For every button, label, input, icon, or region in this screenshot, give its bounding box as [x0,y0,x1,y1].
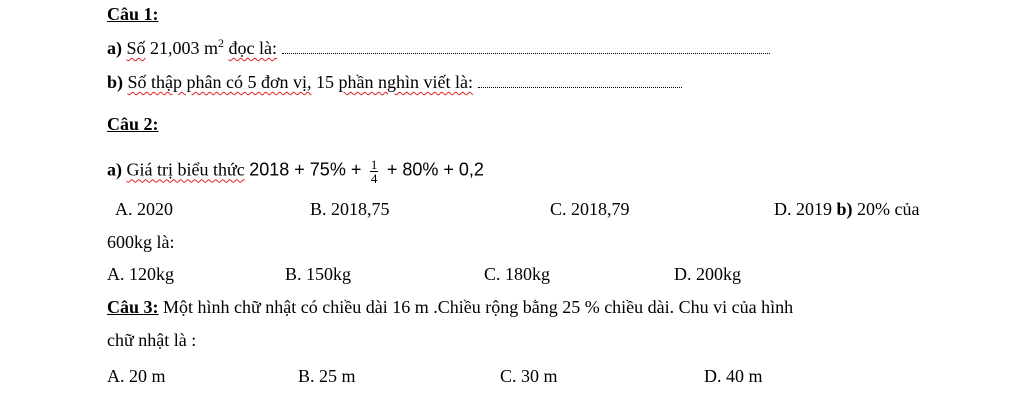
q3-option-c: C. 30 m [500,366,558,386]
q3-text: Một hình chữ nhật có chiều dài 16 m .Chiều rộng bằng 25 % chiều dài. Chu vi của hình [163,297,794,317]
q1-b-label: b) [107,72,124,92]
q2-fraction [370,158,379,185]
q3-title: Câu 3: [107,297,159,317]
q2-b-inline [774,199,920,220]
q2-a-option-d: D. 2019 [774,199,832,219]
q1-a-label: a) [107,38,122,58]
q2-title: Câu 2: [107,114,159,134]
q2-b-option-c: C. 180kg [484,264,551,284]
q1-title: Câu 1: [107,4,159,24]
q2-a-text: Giá trị biểu thức [126,159,245,180]
q2-b-option-d: D. 200kg [674,264,741,284]
q2-a-option-a: A. 2020 [115,199,173,219]
q3-line [107,297,793,318]
q1-b-blank [478,86,682,88]
q1-a-line [107,36,770,59]
q2-a-option-b: B. 2018,75 [310,199,390,219]
q3-text-cont: chữ nhật là : [107,330,197,350]
q1-a-sup: 2 [218,36,225,50]
q1-b-line [107,72,682,93]
q1-a-word2: đọc là: [228,38,278,58]
q2-b-text-cont: 600kg là: [107,232,175,252]
q2-expr-part1: 2018 + 75% + [249,159,362,180]
q1-a-word1: Số [126,38,146,58]
q3-option-b: B. 25 m [298,366,356,386]
q3-option-a: A. 20 m [107,366,166,386]
q2-frac-num: 1 [370,157,378,172]
q2-b-option-b: B. 150kg [285,264,352,284]
q2-b-label: b) [836,199,853,219]
q2-frac-den: 4 [370,171,378,186]
q1-b-text1: Số thập phân có 5 đơn vị, [127,72,312,92]
q2-a-line [107,158,484,185]
q2-b-text: 20% của [857,199,920,219]
q3-option-d: D. 40 m [704,366,763,386]
q1-b-num: 15 [316,72,335,92]
q1-a-blank [282,52,770,54]
q2-a-label: a) [107,159,122,180]
q2-a-option-c: C. 2018,79 [550,199,630,219]
q2-b-option-a: A. 120kg [107,264,174,284]
q2-expr-part2: + 80% + 0,2 [386,159,484,180]
q1-b-text2: phần nghìn viết là: [338,72,473,92]
q1-a-number: 21,003 m [150,38,219,58]
